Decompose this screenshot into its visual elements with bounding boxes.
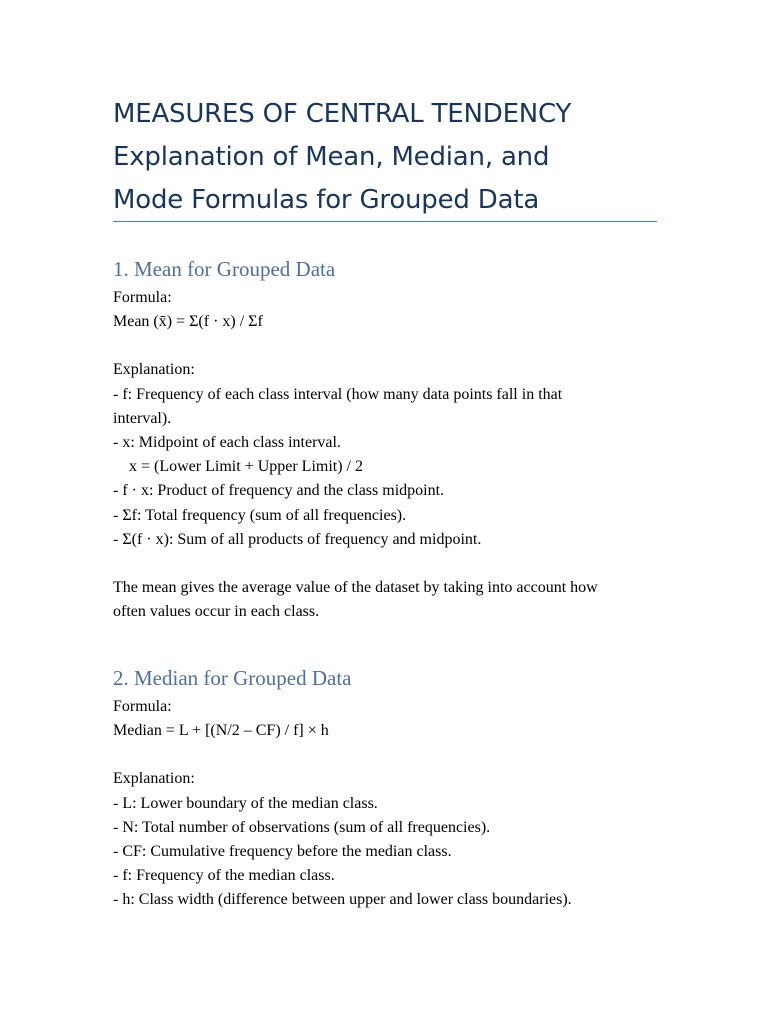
median-section [113,665,673,913]
median-explanation-label: Explanation: [113,770,195,788]
median-item-class-width: - h: Class width (difference between upper and lower class boundaries). [113,891,572,909]
mean-item-midpoint-formula: x = (Lower Limit + Upper Limit) / 2 [129,458,363,476]
median-item-lower-boundary: - L: Lower boundary of the median class. [113,794,378,812]
median-item-class-frequency: - f: Frequency of the median class. [113,867,335,885]
title-line-2: Explanation of Mean, Median, and [113,142,550,172]
mean-item-frequency-cont: interval). [113,409,172,427]
mean-summary-line-2: often values occur in each class. [113,603,320,621]
mean-formula-label: Formula: [113,289,172,306]
mean-item-total-frequency: - Σf: Total frequency (sum of all frequencies). [113,506,407,524]
document-title [113,93,673,222]
spacer [113,334,673,358]
spacer [113,743,673,767]
mean-item-midpoint: - x: Midpoint of each class interval. [113,434,341,452]
mean-summary-line-1: The mean gives the average value of the dataset by taking into account how [113,579,598,597]
mean-explanation-label: Explanation: [113,361,195,379]
spacer [113,552,673,576]
median-item-cumulative-frequency: - CF: Cumulative frequency before the median class. [113,843,452,861]
mean-heading: 1. Mean for Grouped Data [113,257,336,281]
title-divider [113,221,657,222]
median-item-total-observations: - N: Total number of observations (sum of all frequencies). [113,818,491,836]
mean-item-sum-products: - Σ(f · x): Sum of all products of frequency and midpoint. [113,530,482,548]
mean-item-frequency: - f: Frequency of each class interval (how many data points fall in that [113,385,563,403]
mean-section [113,256,673,624]
median-heading: 2. Median for Grouped Data [113,666,352,690]
mean-item-product: - f · x: Product of frequency and the class midpoint. [113,482,445,500]
mean-formula: Mean (x̄) = Σ(f · x) / Σf [113,313,263,331]
title-line-1: MEASURES OF CENTRAL TENDENCY [113,99,572,129]
median-formula-label: Formula: [113,698,172,715]
title-line-3: Mode Formulas for Grouped Data [113,185,540,215]
median-formula: Median = L + [(N/2 – CF) / f] × h [113,722,329,740]
